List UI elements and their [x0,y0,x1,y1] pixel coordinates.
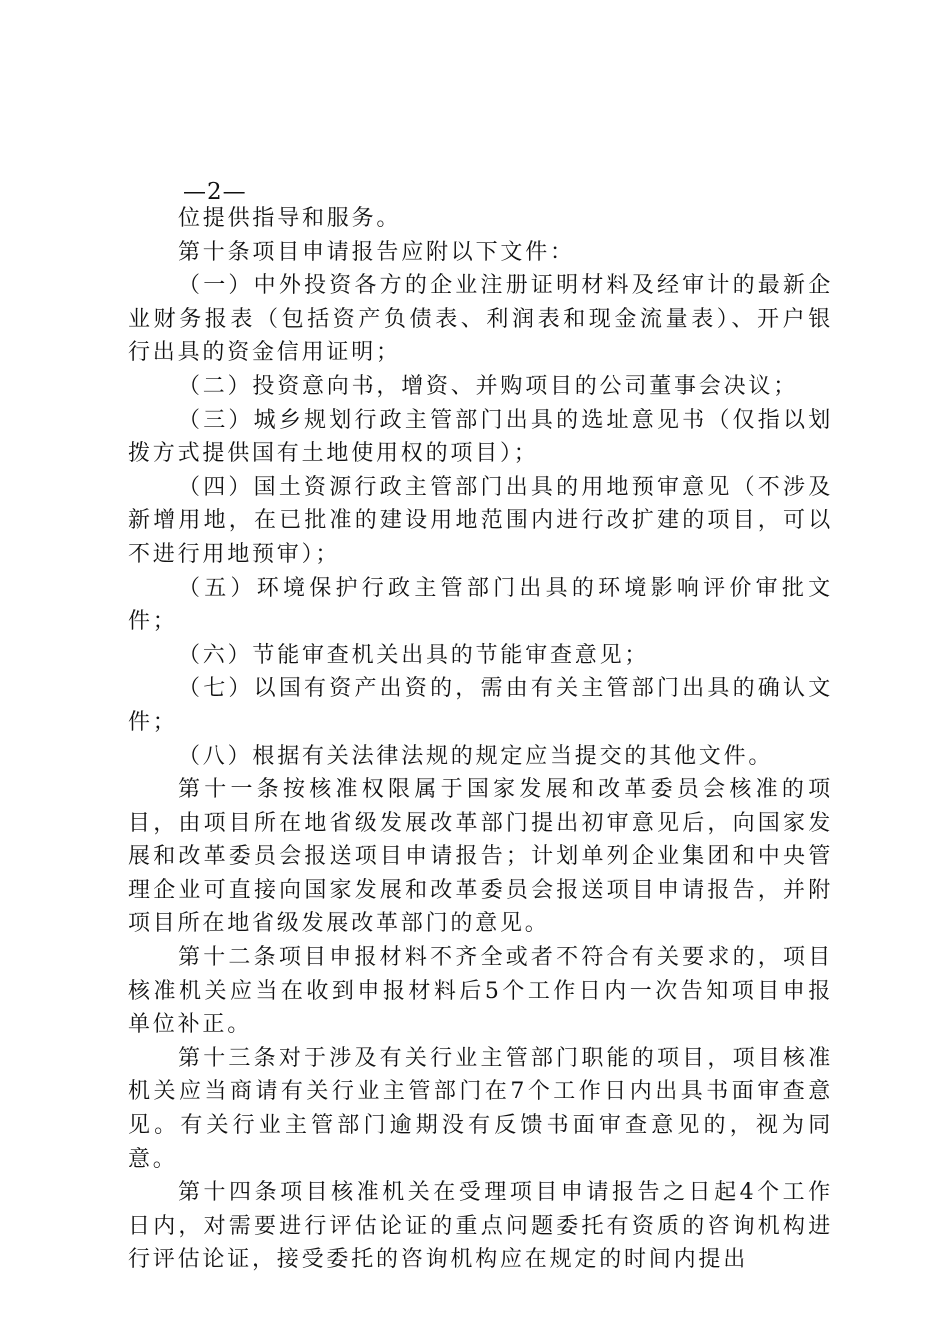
article-14: 第十四条项目核准机关在受理项目申请报告之日起4个工作日内，对需要进行评估论证的重点问题委托有资质的咨询机构进行评估论证，接受委托的咨询机构应在规定的时间内提出 [128,1180,833,1273]
article-10-item-3: （三）城乡规划行政主管部门出具的选址意见书（仅指以划拨方式提供国有土地使用权的项目）； [128,407,833,467]
article-10-item-5: （五）环境保护行政主管部门出具的环境影响评价审批文件； [128,575,833,635]
article-13: 第十三条对于涉及有关行业主管部门职能的项目，项目核准机关应当商请有关行业主管部门在7个工作日内出具书面审查意见。有关行业主管部门逾期没有反馈书面审查意见的，视为同意。 [128,1045,833,1172]
article-10-heading: 第十条项目申请报告应附以下文件： [178,239,575,265]
article-12: 第十二条项目申报材料不齐全或者不符合有关要求的，项目核准机关应当在收到申报材料后5个工作日内一次告知项目申报单位补正。 [128,945,833,1038]
article-10-item-4: （四）国土资源行政主管部门出具的用地预审意见（不涉及新增用地，在已批准的建设用地范围内进行改扩建的项目，可以不进行用地预审）； [128,474,833,567]
paragraph-continuation: 位提供指导和服务。 [178,206,402,231]
document-body [128,202,833,1277]
article-10-item-7: （七）以国有资产出资的，需由有关主管部门出具的确认文件； [128,676,833,735]
article-11: 第十一条按核准权限属于国家发展和改革委员会核准的项目，由项目所在地省级发展改革部门提出初审意见后，向国家发展和改革委员会报送项目申请报告；计划单列企业集团和中央管理企业可直接向国家发展和改革委员会报送项目申请报告，并附项目所在地省级发展改革部门的意见。 [128,777,833,937]
article-10-item-8: （八）根据有关法律法规的规定应当提交的其他文件。 [178,743,774,769]
article-10-item-1: （一）中外投资各方的企业注册证明材料及经审计的最新企业财务报表（包括资产负债表、利润表和现金流量表）、开户银行出具的资金信用证明； [128,273,833,366]
page-number: —2— [183,179,247,205]
article-10-item-6: （六）节能审查机关出具的节能审查意见； [178,642,650,668]
article-10-item-2: （二）投资意向书，增资、并购项目的公司董事会决议； [178,373,799,399]
